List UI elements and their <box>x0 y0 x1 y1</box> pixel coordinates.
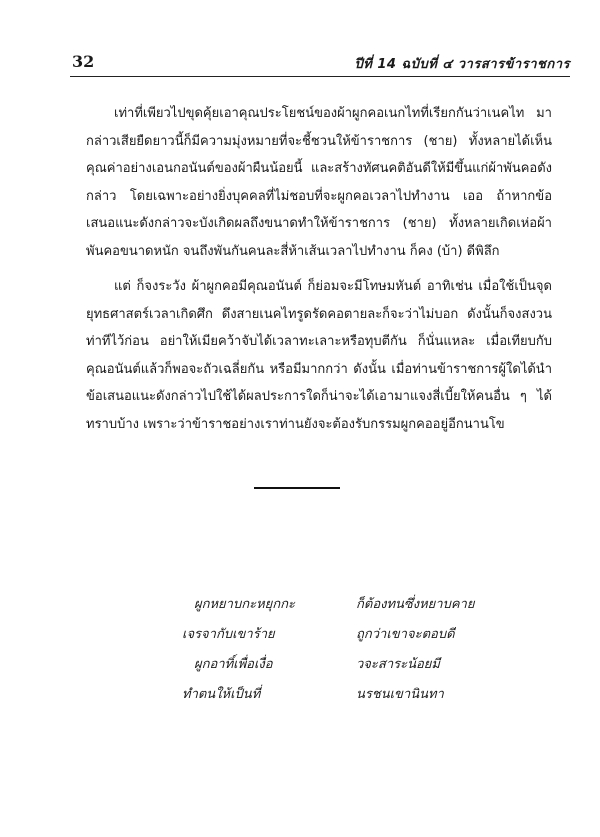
poem-verse-left: ผูกหยาบกะหยุกกะ <box>194 597 295 612</box>
poem-line <box>176 650 516 680</box>
paragraph: เท่าที่เพียวไปขุดคุ้ยเอาคุณประโยชน์ของผ้าผูกคอเนกไทที่เรียกกันว่าเนคไท มากล่าวเสียยืดยาวนี้ก็มีความมุ่งหมายที่จะชี้ชวนให้ข้าราชการ (ชาย) ทั้งหลายได้เห็นคุณค่าอย่างเอนกอนันต์ของผ้าผืนน้อยนี้ และสร้างทัศนคติอันดีให้มีขึ้นแก่ผ้าพันคอดังกล่าว โดยเฉพาะอย่างยิ่งบุคคลที่ไม่ชอบที่จะผูกคอเวลาไปทำงาน เออ ถ้าหากข้อเสนอแนะดังกล่าวจะบังเกิดผลถึงขนาดทำให้ข้าราชการ (ชาย) ทั้งหลายเกิดเห่อผ้าพันคอขนาดหนัก จนถึงพันกันคนละสี่ห้าเส้นเวลาไปทำงาน ก็คง (บ้า) ดีพิลึก <box>86 106 552 259</box>
paragraph: แต่ ก็จงระวัง ผ้าผูกคอมีคุณอนันต์ ก็ย่อมจะมีโทษมหันต์ อาทิเช่น เมื่อใช้เป็นจุดยุทธศาสตร์เวลาเกิดศึก ดึงสายเนคไทรูดรัดคอตายละก็จะว่าไม่บอก ดังนั้นก็จงสงวนท่าทีไว้ก่อน อย่าให้เมียคว้าจับได้เวลาทะเลาะหรือทุบตีกัน ก็นั่นแหละ เมื่อเทียบกับคุณอนันต์แล้วก็พอจะถัวเฉลี่ยกัน หรือมีมากกว่า ดังนั้น เมื่อท่านข้าราชการผู้ใดได้นำข้อเสนอแนะดังกล่าวไปใช้ได้ผลประการใดก็น่าจะได้เอามาแจงสี่เบี้ยให้คนอื่น ๆ ได้ทราบบ้าง เพราะว่าข้าราชอย่างเราท่านยังจะต้องรับกรรมผูกคออยู่อีกนานโข <box>86 279 552 432</box>
poem-verse-right: วจะสาระน้อยมี <box>356 657 440 672</box>
poem-line <box>176 590 516 620</box>
poem <box>176 590 516 710</box>
running-header: ปีที่ 14 ฉบับที่ ๔ วารสารข้าราชการ <box>354 57 570 72</box>
article-body <box>86 100 552 446</box>
header-rule <box>70 76 570 77</box>
poem-line <box>176 620 516 650</box>
poem-verse-left: เจรจากับเขาร้าย <box>182 627 275 642</box>
poem-verse-right: ถูกว่าเขาจะตอบดี <box>356 627 455 642</box>
poem-line <box>176 680 516 710</box>
page-number: 32 <box>72 52 95 71</box>
poem-verse-left: ทำตนให้เป็นที่ <box>182 687 261 702</box>
section-divider <box>254 487 340 489</box>
poem-verse-right: นรชนเขานินทา <box>356 687 444 702</box>
poem-verse-right: ก็ต้องทนซึ่งหยาบคาย <box>356 597 475 612</box>
poem-verse-left: ผูกอาทิ์เพื่อเงื่อ <box>194 657 273 672</box>
